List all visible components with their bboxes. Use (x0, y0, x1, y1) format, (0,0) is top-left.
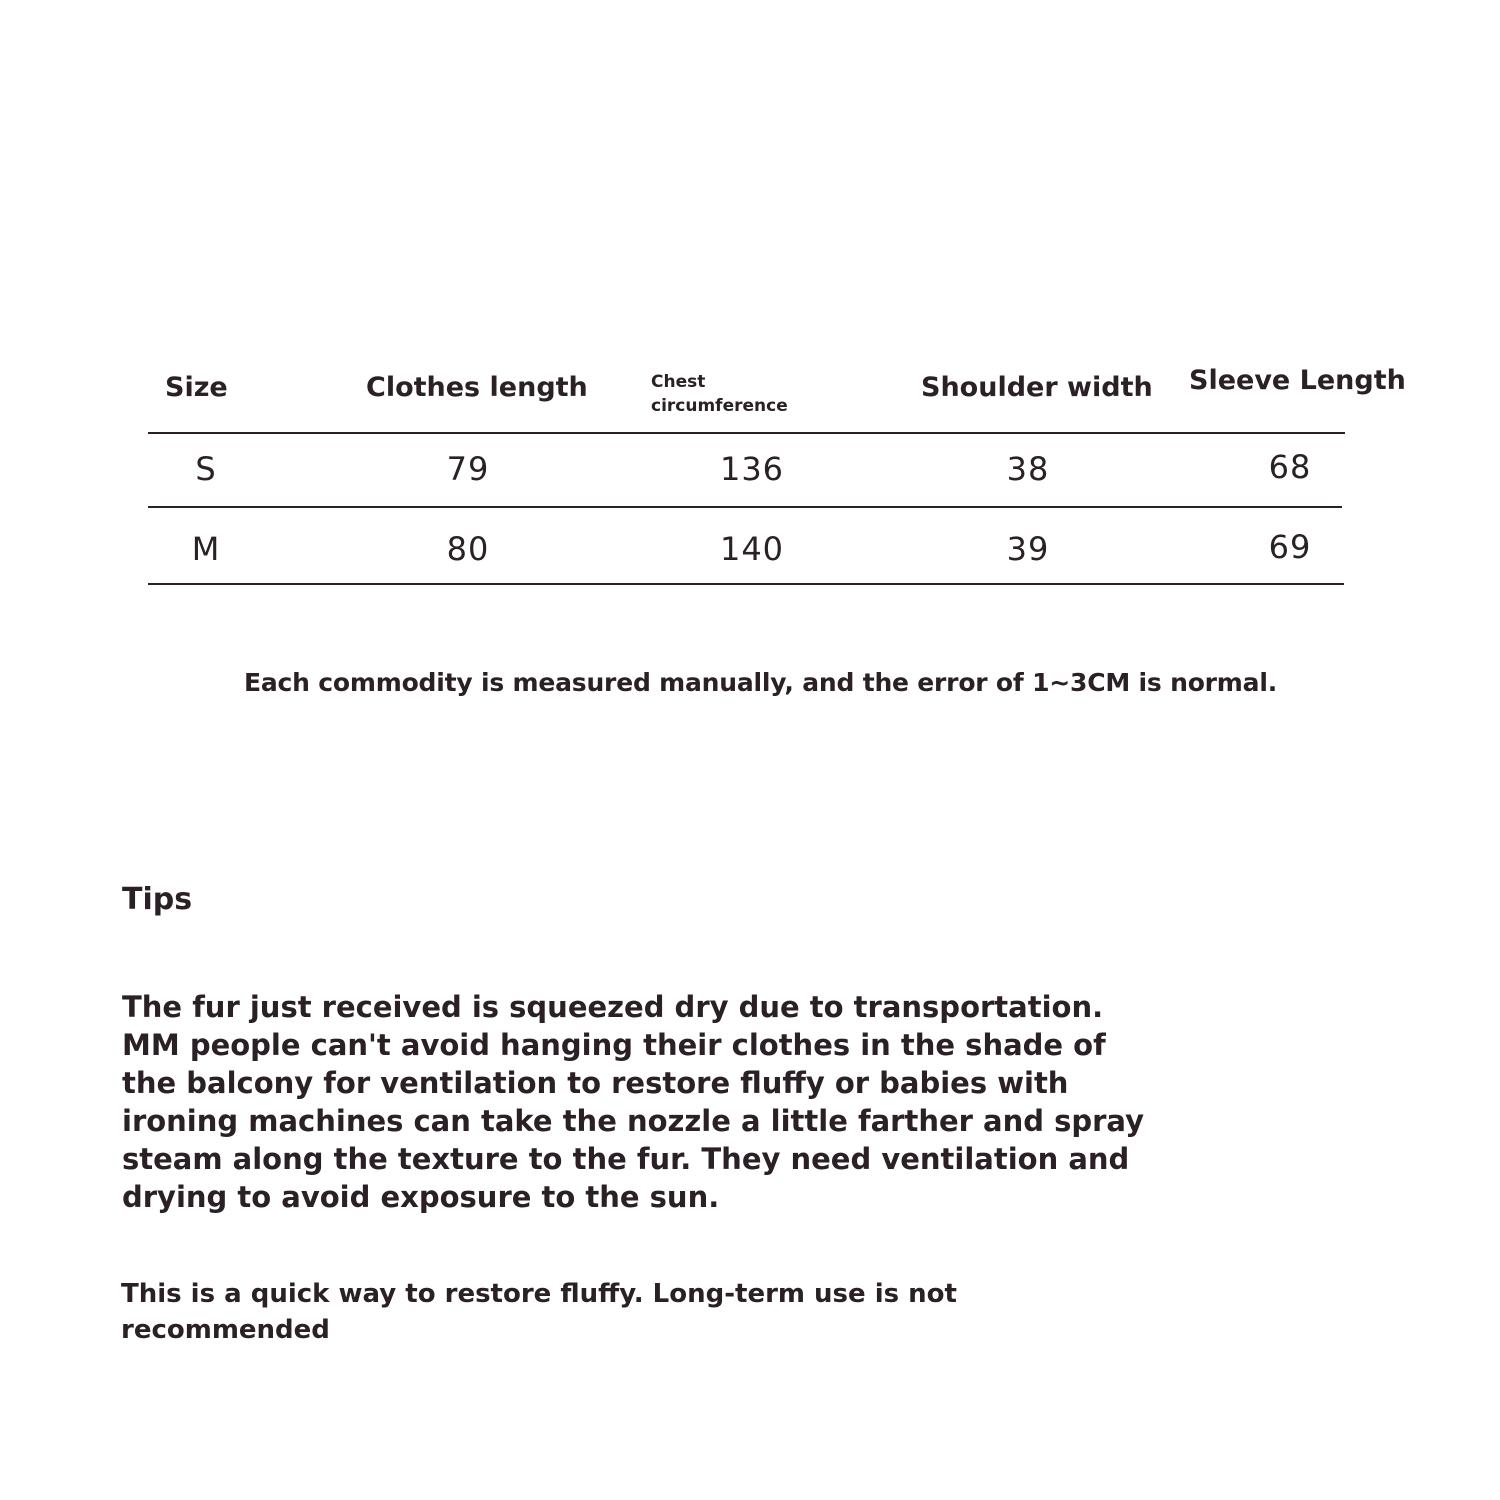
table-bottom-rule (148, 583, 1344, 585)
header-size: Size (165, 372, 228, 403)
header-chest-circumference (651, 370, 788, 418)
header-clothes-length: Clothes length (366, 372, 588, 403)
table-cell-chest: 140 (719, 530, 785, 568)
table-cell-sleeve: 68 (1268, 448, 1312, 486)
tips-title: Tips (122, 882, 193, 917)
table-cell-clothes-length: 80 (446, 530, 490, 568)
table-row-rule (148, 506, 1342, 508)
tips-body: The fur just received is squeezed dry due to transportation. MM people can't avoid hanging their clothes in the shade of the balcony for ventilation to restore fluffy or babies with ironing machines can take the nozzle a little farther and spray steam along the texture to the fur. They need ventilation and drying to avoid exposure to the sun. (122, 990, 1145, 1214)
table-cell-shoulder: 39 (1006, 530, 1050, 568)
table-cell-size: S (195, 450, 217, 488)
table-cell-shoulder: 38 (1006, 450, 1050, 488)
tips-footer: This is a quick way to restore fluffy. Long-term use is not recommended (121, 1279, 957, 1345)
header-chest-line1: Chest (651, 372, 706, 392)
table-cell-sleeve: 69 (1268, 528, 1312, 566)
header-chest-line2: circumference (651, 396, 788, 416)
measurement-note: Each commodity is measured manually, and the error of 1~3CM is normal. (244, 668, 1277, 697)
table-header-rule (148, 432, 1345, 434)
table-cell-chest: 136 (719, 450, 785, 488)
header-sleeve-length: Sleeve Length (1189, 365, 1406, 396)
header-shoulder-width: Shoulder width (921, 372, 1153, 403)
table-cell-size: M (191, 530, 221, 568)
table-cell-clothes-length: 79 (446, 450, 490, 488)
